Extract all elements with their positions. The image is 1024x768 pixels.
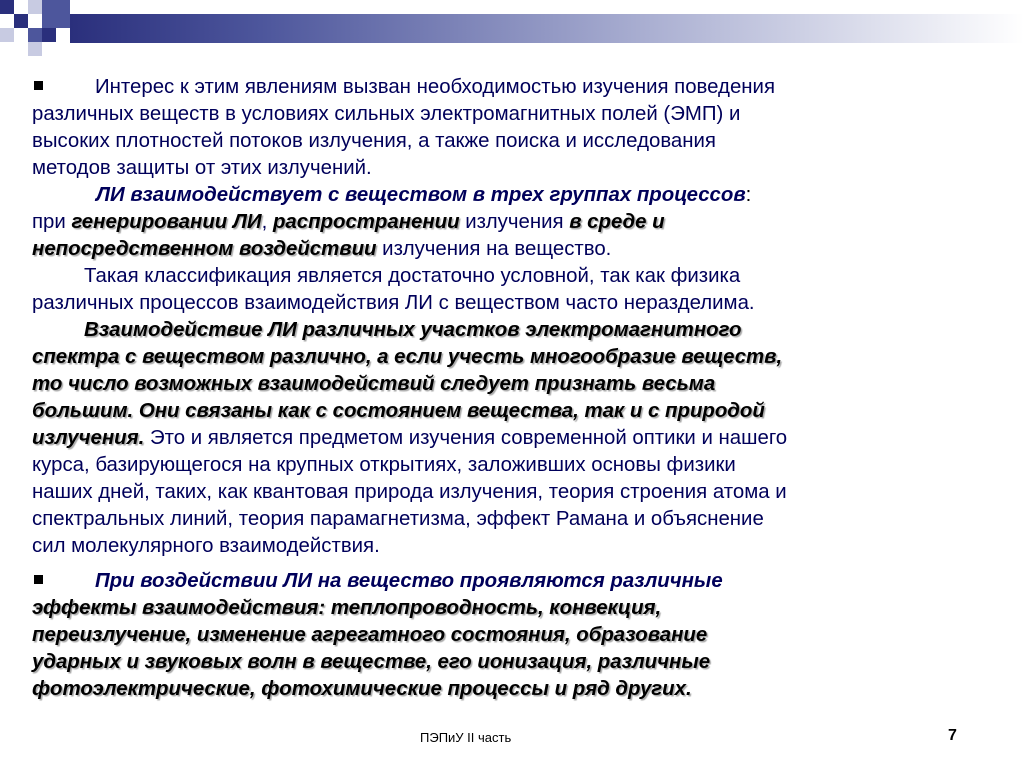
slide-footer: ПЭПиУ II часть — [420, 730, 512, 745]
paragraph-1-line: то число возможных взаимодействий следует признать весьма — [32, 373, 716, 395]
deco-square — [14, 14, 28, 28]
paragraph-1-line: курса, базирующегося на крупных открытиях, заложивших основы физики — [32, 454, 736, 476]
slide-body — [32, 74, 992, 703]
paragraph-1-line: Такая классификация является достаточно условной, так как физика — [84, 265, 741, 287]
paragraph-1-line: наших дней, таких, как квантовая природа излучения, теория строения атома и — [32, 481, 787, 503]
page-number: 7 — [948, 727, 957, 744]
paragraph-2-line: переизлучение, изменение агрегатного состояния, образование — [32, 624, 708, 646]
paragraph-1-line: при генерировании ЛИ, распространении излучения в среде и — [32, 211, 665, 233]
paragraph-1-line: большим. Они связаны как с состоянием вещества, так и с природой — [32, 400, 765, 422]
paragraph-1-line: спектра с веществом различно, а если учесть многообразие веществ, — [32, 346, 783, 368]
paragraph-1-line: методов защиты от этих излучений. — [32, 157, 372, 179]
paragraph-gap — [32, 560, 992, 568]
square-bullet-icon — [34, 81, 43, 90]
paragraph-1-line: излучения. Это и является предметом изучения современной оптики и нашего — [32, 427, 788, 449]
paragraph-1-line: высоких плотностей потоков излучения, а также поиска и исследования — [32, 130, 716, 152]
paragraph-2-line: ударных и звуковых волн в веществе, его ионизация, различные — [32, 651, 711, 673]
paragraph-2-line: При воздействии ЛИ на вещество проявляются различные — [32, 568, 992, 595]
paragraph-2-line: фотоэлектрические, фотохимические процессы и ряд других. — [32, 678, 692, 700]
paragraph-1-line: различных веществ в условиях сильных электромагнитных полей (ЭМП) и — [32, 103, 741, 125]
paragraph-1-line: Интерес к этим явлениям вызван необходимостью изучения поведения — [32, 74, 992, 101]
deco-square — [28, 0, 42, 14]
paragraph-1-line: непосредственном воздействии излучения на вещество. — [32, 238, 612, 260]
deco-square — [0, 0, 14, 14]
paragraph-2-line: эффекты взаимодействия: теплопроводность, конвекция, — [32, 597, 662, 619]
deco-square — [0, 28, 14, 42]
paragraph-1-line: спектральных линий, теория парамагнетизма, эффект Рамана и объяснение — [32, 508, 764, 530]
paragraph-1-line: Взаимодействие ЛИ различных участков электромагнитного — [84, 319, 742, 341]
deco-square — [42, 28, 56, 42]
deco-square — [42, 0, 70, 28]
header-gradient-bar — [70, 14, 1024, 43]
square-bullet-icon — [34, 575, 43, 584]
deco-square — [28, 28, 42, 42]
paragraph-1-line: сил молекулярного взаимодействия. — [32, 535, 380, 557]
paragraph-1-line: различных процессов взаимодействия ЛИ с веществом часто неразделима. — [32, 292, 755, 314]
paragraph-1-line: ЛИ взаимодействует с веществом в трех группах процессов: — [96, 184, 752, 206]
deco-square — [28, 42, 42, 56]
